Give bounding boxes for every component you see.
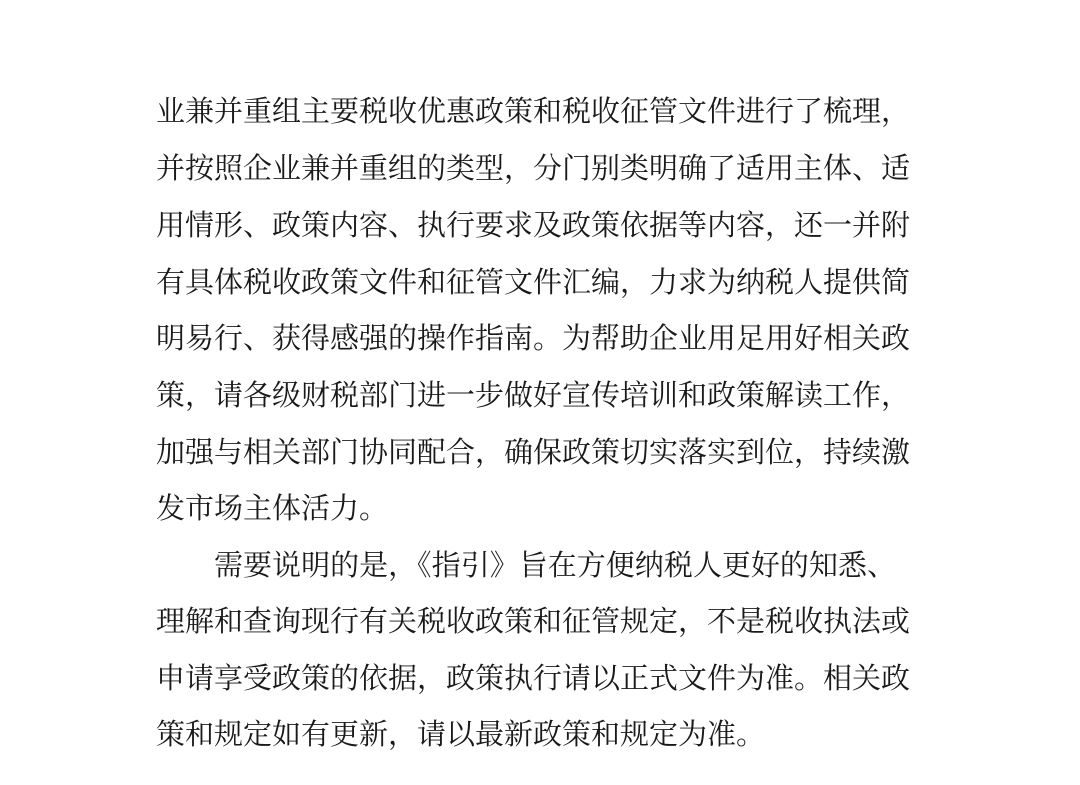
- paragraph-line: 策，请各级财税部门进一步做好宣传培训和政策解读工作，: [156, 378, 911, 412]
- paragraph-line: 理解和查询现行有关税收政策和征管规定，不是税收执法或: [156, 604, 911, 638]
- paragraph-line: 明易行、获得感强的操作指南。为帮助企业用足用好相关政: [156, 321, 911, 355]
- paragraph-line: 发市场主体活力。: [156, 491, 389, 525]
- paragraph-line: 策和规定如有更新，请以最新政策和规定为准。: [156, 717, 766, 751]
- paragraph-line: 有具体税收政策文件和征管文件汇编，力求为纳税人提供简: [156, 265, 911, 299]
- paragraph-line: 用情形、政策内容、执行要求及政策依据等内容，还一并附: [156, 208, 911, 242]
- paragraph-line: 需要说明的是，《指引》旨在方便纳税人更好的知悉、: [214, 548, 896, 582]
- paragraph-line: 业兼并重组主要税收优惠政策和税收征管文件进行了梳理，: [156, 94, 911, 128]
- paragraph-line: 加强与相关部门协同配合，确保政策切实落实到位，持续激: [156, 435, 911, 469]
- paragraph-line: 并按照企业兼并重组的类型，分门别类明确了适用主体、适: [156, 151, 911, 185]
- paragraph-line: 申请享受政策的依据，政策执行请以正式文件为准。相关政: [156, 661, 911, 695]
